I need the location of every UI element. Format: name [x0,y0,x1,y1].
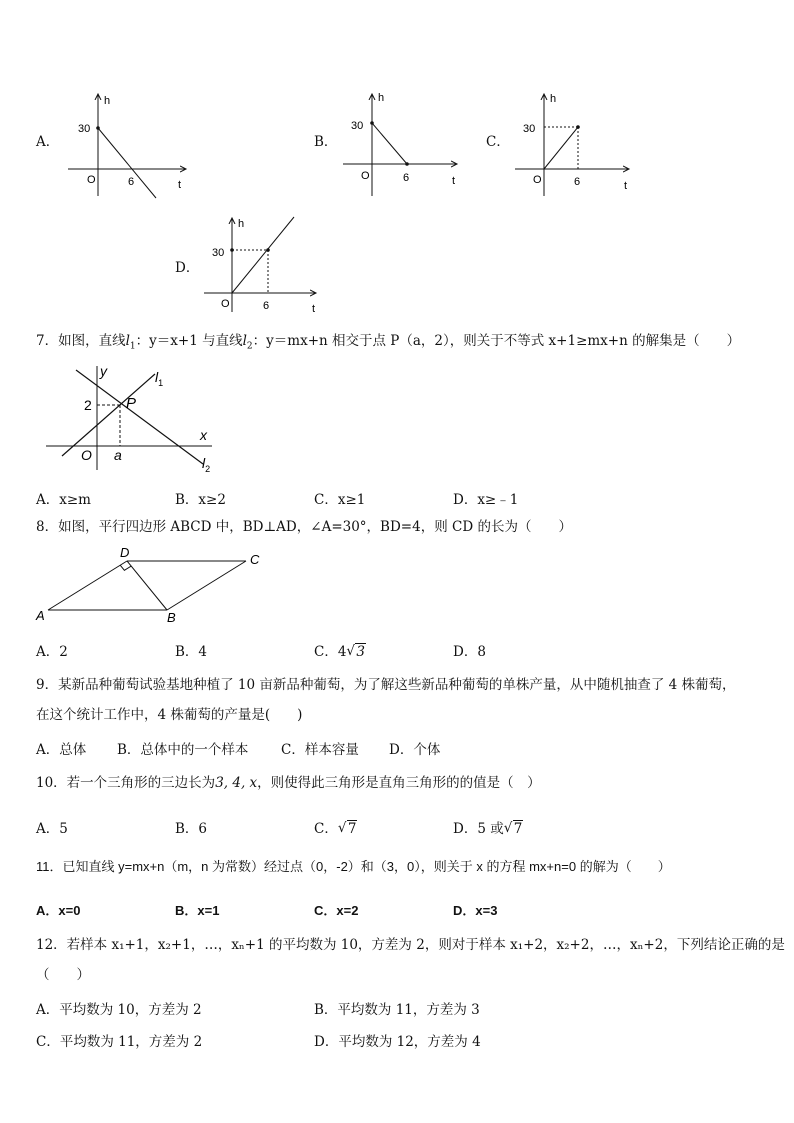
side-ad [48,561,127,610]
point-30 [96,126,100,130]
q7-question: 7．如图，直线$l_1$：y＝x+1 与直线$l_2$：y＝mx+n 相交于点 P（a，2），则关于不等式 x+1≥mx+n 的解集是（ ） [36,333,741,352]
sqrt-7: √ 7 [504,821,524,837]
point-30 [230,248,234,252]
q12-option-b[interactable]: B．平均数为 11，方差为 3 [314,1002,480,1018]
q8-figure [34,544,274,626]
q9-option-c[interactable]: C．样本容量 [281,742,359,758]
label-30: 30 [212,247,225,259]
q9-option-b[interactable]: B．总体中的一个样本 [117,742,249,758]
a-label: a [114,447,122,463]
q6-graph-a [60,88,200,200]
vertex-b: B [167,610,176,625]
vertex-c: C [250,552,260,567]
q11-question: 11．已知直线 y=mx+n（m，n 为常数）经过点（0，-2）和（3，0），则关于 x 的方程 mx+n=0 的解为（ ） [36,859,671,874]
label-30: 30 [351,120,364,132]
q8-option-a[interactable]: A．2 [36,644,68,660]
h-label: h [238,218,245,230]
origin-label: O [81,447,92,463]
label-6: 6 [128,176,135,188]
right-angle-mark [120,565,131,570]
graph-line [98,128,156,198]
h-label: h [104,95,111,107]
line-l1 [62,374,155,456]
sqrt-3: √ 3 [346,644,366,660]
q10-option-b[interactable]: B．6 [175,821,208,837]
two-label: 2 [84,397,92,413]
q6-graph-c [507,88,642,200]
q6-graph-d [198,212,328,324]
q6-option-c-label: C． [486,134,510,150]
q10-option-c[interactable]: C．√ 7 [314,817,357,837]
q9-option-d[interactable]: D．个体 [389,742,441,758]
graph-line [544,127,578,169]
t-label: t [178,179,182,191]
h-label: h [550,93,557,105]
q10-option-d[interactable]: D．5 或√ 7 [453,817,523,837]
side-bc [167,561,246,610]
l2-label: $l_2$ [202,455,211,474]
q6-option-a-label: A． [36,134,60,150]
vertex-a: A [36,608,45,623]
q8-option-d[interactable]: D．8 [453,644,486,660]
q7-option-a[interactable]: A．x≥m [36,492,91,508]
t-label: t [452,175,456,187]
q12-option-c[interactable]: C．平均数为 11，方差为 2 [36,1034,203,1050]
q10-question: 10．若一个三角形的三边长为3, 4, x，则使得此三角形是直角三角形的的值是（ ） [36,775,541,791]
line-l2 [76,370,203,464]
label-6: 6 [403,172,410,184]
p-label: P [126,395,137,412]
point-6-30 [266,248,270,252]
t-label: t [624,180,628,192]
origin-label: O [533,174,542,186]
q12-option-a[interactable]: A．平均数为 10，方差为 2 [36,1002,202,1018]
point-6-30 [576,125,580,129]
x-label: x [200,427,207,443]
q11-option-b[interactable]: B．x=1 [175,903,220,918]
origin-label: O [221,298,230,310]
vertex-d: D [120,545,130,560]
origin-label: O [87,174,96,186]
q6-option-b-label: B． [314,134,338,150]
q11-option-a[interactable]: A．x=0 [36,903,81,918]
l1-label: $l_1$ [155,369,164,388]
y-label: y [100,363,107,379]
label-6: 6 [263,300,270,312]
diagonal-bd [127,561,167,610]
q9-option-a[interactable]: A．总体 [36,742,87,758]
q7-option-c[interactable]: C．x≥1 [314,492,366,508]
label-30: 30 [78,123,91,135]
point-30 [370,121,374,125]
q6-graph-b [335,88,470,200]
graph-line [372,123,407,164]
q8-option-c[interactable]: C．4√ 3 [314,640,366,660]
point-6 [405,162,409,166]
q11-option-d[interactable]: D．x=3 [453,903,498,918]
q12-question-line1: 12．若样本 x₁+1，x₂+1，…，xₙ+1 的平均数为 10，方差为 2，则对于样本 x₁+2，x₂+2，…，xₙ+2，下列结论正确的是 [36,937,785,953]
q7-option-d[interactable]: D．x≥﹣1 [453,492,519,508]
origin-label: O [361,170,370,182]
q7-figure [40,360,230,480]
q11-option-c[interactable]: C．x=2 [314,903,359,918]
label-30: 30 [523,123,536,135]
sides-expression: 3, 4, x [215,775,258,791]
q10-option-a[interactable]: A．5 [36,821,68,837]
label-6: 6 [574,176,581,188]
sqrt-7: √ 7 [338,821,358,837]
q7-option-b[interactable]: B．x≥2 [175,492,226,508]
q8-question: 8．如图，平行四边形 ABCD 中，BD⊥AD，∠A=30°，BD=4，则 CD 的长为（ ） [36,519,572,535]
q8-option-b[interactable]: B．4 [175,644,208,660]
t-label: t [312,303,316,315]
q12-question-line2: （ ） [36,967,90,983]
q6-option-d-label: D． [175,260,200,276]
q9-question-line2: 在这个统计工作中，4 株葡萄的产量是( ) [36,707,303,723]
h-label: h [378,92,385,104]
q12-option-d[interactable]: D．平均数为 12，方差为 4 [314,1034,481,1050]
q9-question-line1: 9．某新品种葡萄试验基地种植了 10 亩新品种葡萄，为了解这些新品种葡萄的单株产量，从中随机抽查了 4 株葡萄， [36,677,736,693]
